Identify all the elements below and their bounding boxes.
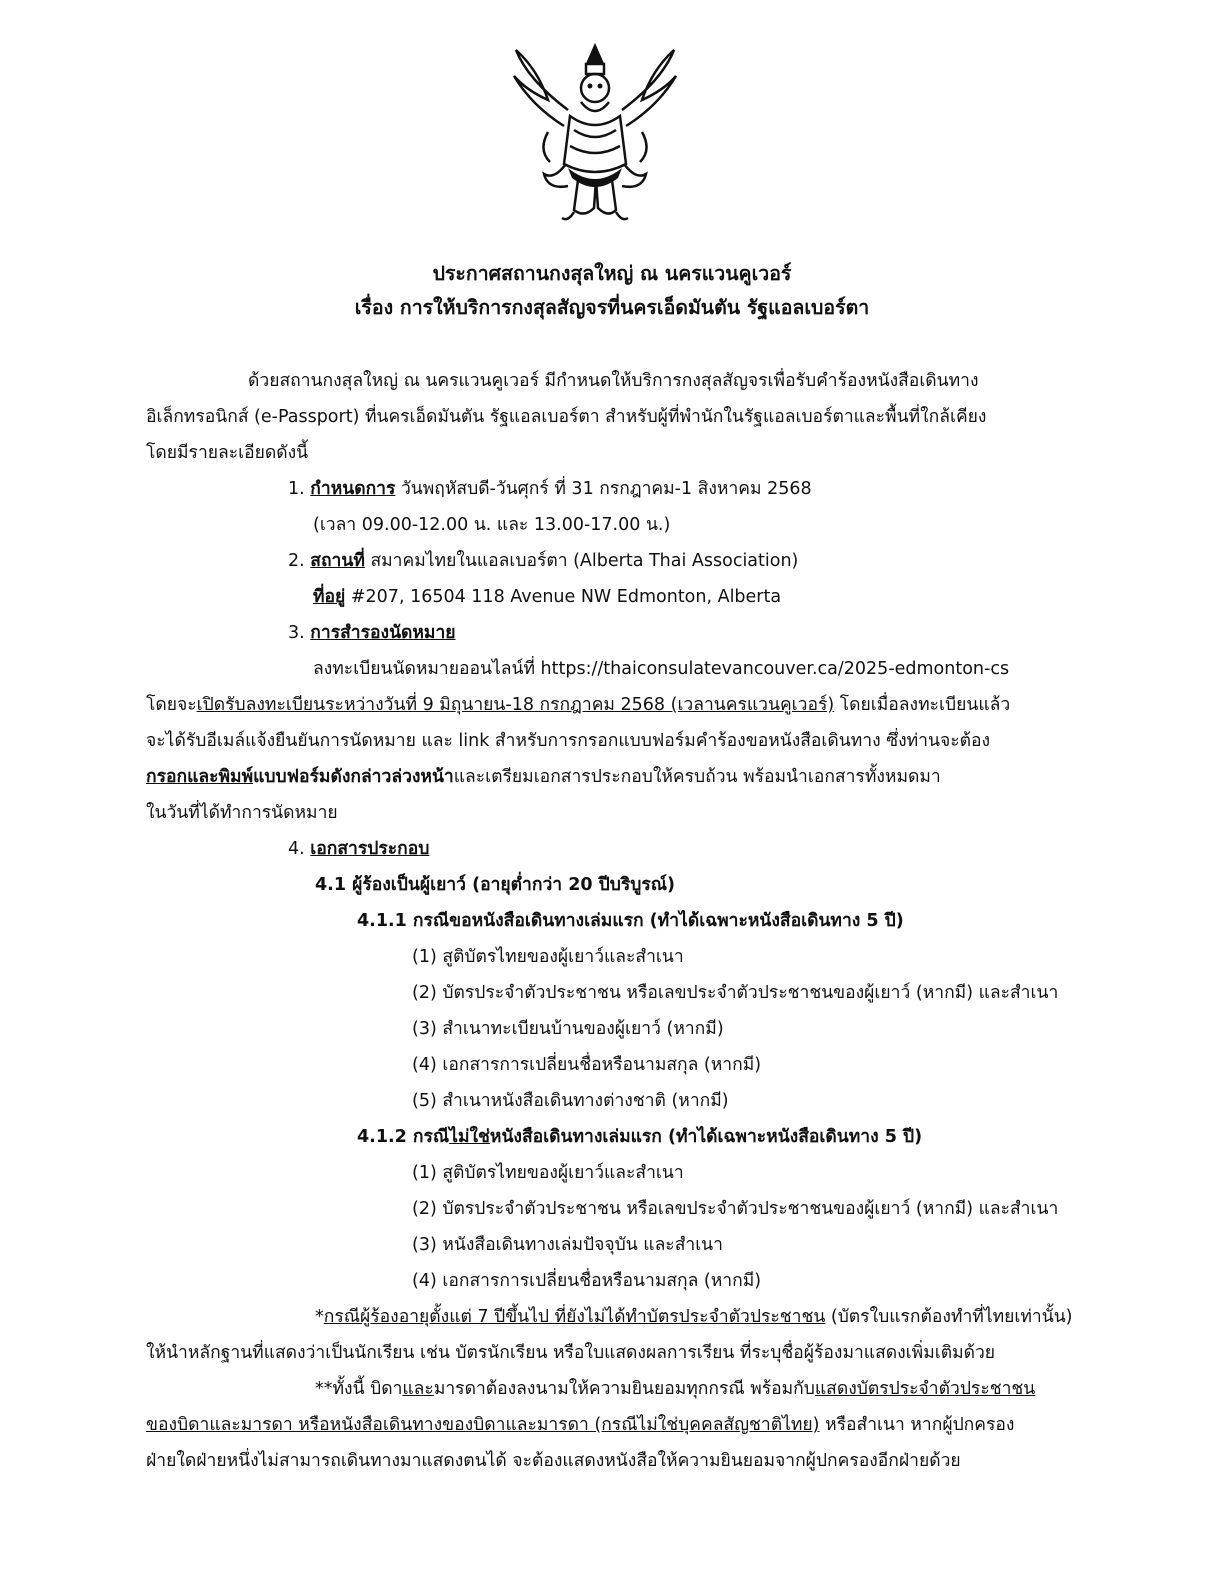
note-1-line-1: [315, 1302, 1073, 1332]
note-1-asterisk: *: [315, 1307, 324, 1327]
booking-line-1: ลงทะเบียนนัดหมายออนไลน์ที่ https://thaiconsulatevancouver.ca/2025-edmonton-cs: [313, 659, 1010, 679]
venue-text: สมาคมไทยในแอลเบอร์ตา (Alberta Thai Association): [364, 551, 799, 571]
first-item-3: (3) สำเนาทะเบียนบ้านของผู้เยาว์ (หากมี): [412, 1019, 724, 1039]
renew-item-1: (1) สูติบัตรไทยของผู้เยาว์และสำเนา: [412, 1163, 684, 1183]
note-2g: หรือสำเนา หากผู้ปกครอง: [819, 1415, 1015, 1435]
first-item-4: (4) เอกสารการเปลี่ยนชื่อหรือนามสกุล (หากมี): [412, 1055, 762, 1075]
minor-heading: 4.1 ผู้ร้องเป็นผู้เยาว์ (อายุต่ำกว่า 20 ปีบริบูรณ์): [315, 875, 676, 895]
booking-item: [288, 618, 456, 648]
first-item-2: (2) บัตรประจำตัวประชาชน หรือเลขประจำตัวประชาชนของผู้เยาว์ (หากมี) และสำเนา: [412, 983, 1059, 1003]
booking-line-4: [146, 762, 941, 792]
venue-label: สถานที่: [310, 551, 365, 571]
venue-item: [288, 546, 798, 576]
intro-line-2: อิเล็กทรอนิกส์ (e-Passport) ที่นครเอ็ดมันตัน รัฐแอลเบอร์ตา สำหรับผู้ที่พำนักในรัฐแอลเบอร์ตาและพื้นที่ใกล้เคียง: [146, 407, 987, 427]
booking-line-5: ในวันที่ได้ทำการนัดหมาย: [146, 803, 338, 823]
venue-number: 2.: [288, 551, 305, 571]
schedule-text: วันพฤหัสบดี-วันศุกร์ ที่ 31 กรกฎาคม-1 สิงหาคม 2568: [395, 479, 812, 499]
announcement-subject: เรื่อง การให้บริการกงสุลสัญจรที่นครเอ็ดมันตัน รัฐแอลเบอร์ตา: [354, 296, 870, 319]
booking-line-2c: โดยเมื่อลงทะเบียนแล้ว: [834, 695, 1011, 715]
note-2-line-1: [315, 1374, 1035, 1404]
booking-line-3: จะได้รับอีเมล์แจ้งยืนยันการนัดหมาย และ link สำหรับการกรอกแบบฟอร์มคำร้องขอหนังสือเดินทาง ซึ่งท่านจะต้อง: [146, 731, 991, 751]
note-2-line-2: [146, 1410, 1014, 1440]
booking-line-4c: และเตรียมเอกสารประกอบให้ครบถ้วน พร้อมนำเอกสารทั้งหมดมา: [453, 767, 941, 787]
note-2c: มารดาต้องลงนามให้ความยินยอมทุกกรณี: [433, 1379, 745, 1399]
renew-heading-c: หนังสือเดินทางเล่มแรก (ทำได้เฉพาะหนังสือเดินทาง 5 ปี): [489, 1127, 923, 1147]
venue-address: [313, 582, 781, 612]
documents-label: เอกสารประกอบ: [310, 839, 430, 859]
schedule-number: 1.: [288, 479, 305, 499]
booking-line-2a: โดยจะ: [146, 695, 197, 715]
note-2a: **ทั้งนี้ บิดา: [315, 1379, 403, 1399]
note-1-condition: กรณีผู้ร้องอายุตั้งแต่ 7 ปีขึ้นไป ที่ยังไม่ได้ทำบัตรประจำตัวประชาชน: [323, 1307, 826, 1327]
schedule-time: (เวลา 09.00-12.00 น. และ 13.00-17.00 น.): [313, 515, 671, 535]
renew-passport-heading: [357, 1122, 922, 1152]
renew-item-4: (4) เอกสารการเปลี่ยนชื่อหรือนามสกุล (หากมี): [412, 1271, 762, 1291]
announcement-title: ประกาศสถานกงสุลใหญ่ ณ นครแวนคูเวอร์: [432, 262, 792, 285]
first-passport-heading: 4.1.1 กรณีขอหนังสือเดินทางเล่มแรก (ทำได้เฉพาะหนังสือเดินทาง 5 ปี): [357, 911, 904, 931]
fill-and-print: กรอกและพิมพ์: [146, 767, 254, 787]
note-2-line-3: ฝ่ายใดฝ่ายหนึ่งไม่สามารถเดินทางมาแสดงตนได้ จะต้องแสดงหนังสือให้ความยินยอมจากผู้ปกครองอีกฝ่ายด้วย: [146, 1451, 961, 1471]
renew-item-2: (2) บัตรประจำตัวประชาชน หรือเลขประจำตัวประชาชนของผู้เยาว์ (หากมี) และสำเนา: [412, 1199, 1059, 1219]
note-1-paren: (บัตรใบแรกต้องทำที่ไทยเท่านั้น): [825, 1307, 1073, 1327]
address-text: #207, 16504 118 Avenue NW Edmonton, Alberta: [345, 587, 782, 607]
form-in-advance: แบบฟอร์มดังกล่าวล่วงหน้า: [253, 767, 454, 787]
note-2-id-card: แสดงบัตรประจำตัวประชาชน: [814, 1379, 1036, 1399]
intro-line-1: ด้วยสถานกงสุลใหญ่ ณ นครแวนคูเวอร์ มีกำหนดให้บริการกงสุลสัญจรเพื่อรับคำร้องหนังสือเดินทาง: [248, 371, 979, 391]
note-2-and: และ: [402, 1379, 434, 1399]
first-item-5: (5) สำเนาหนังสือเดินทางต่างชาติ (หากมี): [412, 1091, 729, 1111]
documents-item: [288, 834, 429, 864]
note-2-parents-docs: ของบิดาและมารดา หรือหนังสือเดินทางของบิดาและมารดา (กรณีไม่ใช่บุคคลสัญชาติไทย): [146, 1415, 820, 1435]
renew-heading-not: ไม่ใช่: [449, 1127, 490, 1147]
garuda-emblem-icon: [508, 40, 682, 226]
booking-label: การสำรองนัดหมาย: [310, 623, 456, 643]
booking-line-2: [146, 690, 1010, 720]
booking-number: 3.: [288, 623, 305, 643]
first-item-1: (1) สูติบัตรไทยของผู้เยาว์และสำเนา: [412, 947, 684, 967]
renew-item-3: (3) หนังสือเดินทางเล่มปัจจุบัน และสำเนา: [412, 1235, 723, 1255]
intro-line-3: โดยมีรายละเอียดดังนี้: [146, 443, 309, 463]
schedule-label: กำหนดการ: [310, 479, 396, 499]
registration-period: เปิดรับลงทะเบียนระหว่างวันที่ 9 มิถุนายน-18 กรกฎาคม 2568 (เวลานครแวนคูเวอร์): [196, 695, 835, 715]
renew-heading-a: 4.1.2 กรณี: [357, 1127, 450, 1147]
schedule-item: [288, 474, 812, 504]
note-2d: พร้อมกับ: [744, 1379, 815, 1399]
note-1-line-2: ให้นำหลักฐานที่แสดงว่าเป็นนักเรียน เช่น บัตรนักเรียน หรือใบแสดงผลการเรียน ที่ระบุชื่อผู้ร้องมาแสดงเพิ่มเติมด้วย: [146, 1343, 996, 1363]
documents-number: 4.: [288, 839, 305, 859]
address-label: ที่อยู่: [313, 587, 346, 607]
